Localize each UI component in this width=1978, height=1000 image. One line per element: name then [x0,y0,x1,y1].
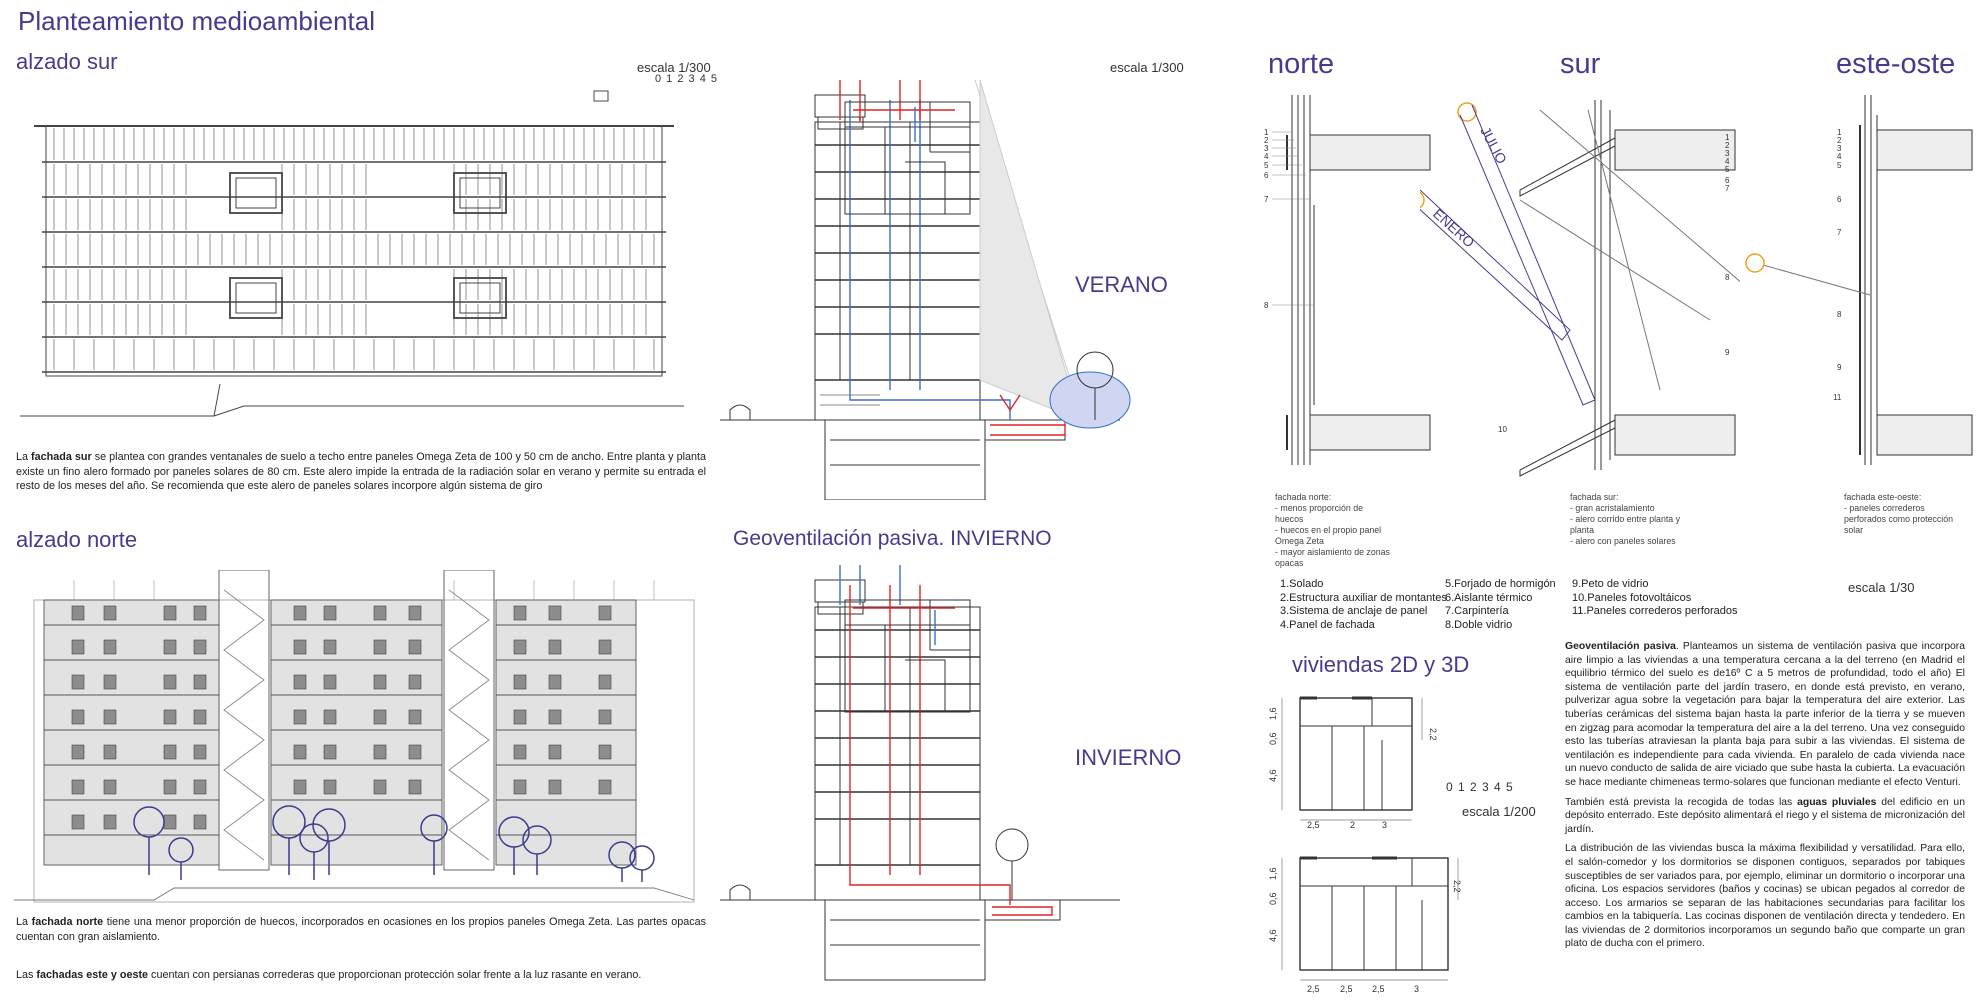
south-elevation-scale-label: escala 1/300 [637,60,711,75]
north-elevation-title: alzado norte [16,527,138,552]
facade-east-west-number: 8 [1837,310,1842,319]
winter-section-drawing [720,555,1190,995]
east-west-facades-description: Las fachadas este y oeste cuentan con persianas correderas que proporcionan protección solar frente a la luz rasante en verano. [16,969,642,981]
facade-south-number: 3 [1725,149,1730,158]
south-elevation-drawing [14,84,714,424]
dwellings-scale-label: escala 1/200 [1462,804,1536,819]
facade-east-west-number: 4 [1837,152,1842,161]
plan-2d-dim: 2,5 [1307,820,1320,830]
facade-south-number: 5 [1725,165,1730,174]
plan-2d-dim: 0,6 [1268,732,1278,745]
facade-north-number: 5 [1264,161,1269,170]
sun-july-icon [1458,103,1476,121]
plan-2d-drawing [1262,690,1442,830]
winter-label: INVIERNO [1075,745,1182,770]
facade-legend-col2: 5.Forjado de hormigón 6.Aislante térmico 7.Carpintería 8.Doble vidrio [1445,578,1556,631]
dwellings-title: viviendas 2D y 3D [1292,652,1470,677]
facade-east-west-title: este-oste [1836,48,1956,80]
facade-north-title: norte [1268,48,1335,80]
facade-north-number: 2 [1264,136,1269,145]
facade-east-west-number: 5 [1837,161,1842,170]
facade-east-west-number: 2 [1837,136,1842,145]
facade-south-number: 9 [1725,348,1730,357]
facade-east-west-caption: fachada este-oeste: - paneles correderos perforados como protección solar [1844,492,1954,535]
facade-south-caption: fachada sur: - gran acristalamiento - alero corrido entre planta y planta - alero con paneles solares [1570,492,1681,546]
facade-south-detail [1420,90,1740,480]
dwellings-scale-ticks: 0 1 2 3 4 5 [1446,780,1514,794]
facade-north-number: 4 [1264,152,1269,161]
plan-2d-dim: 1,6 [1268,707,1278,720]
sun-icon [1746,254,1764,272]
plan-3d-dim: 2,5 [1307,984,1320,994]
plan-2d-dim: 3 [1382,820,1388,830]
rainwater-paragraph: También está prevista la recogida de todas las aguas pluviales del edificio en un depósito enterrado. Este depósito alimentará el riego y el sistema de micronización del jardín. [1565,796,1965,835]
facade-east-west-number: 11 [1833,393,1842,402]
facade-south-number: 4 [1725,157,1730,166]
page-title: Planteamiento medioambiental [18,6,375,36]
facade-north-detail [1262,95,1432,475]
winter-section-title: Geoventilación pasiva. INVIERNO [733,527,1052,550]
geoventilation-paragraph: Geoventilación pasiva. Planteamos un sistema de ventilación pasiva que incorpora aire limpio a las viviendas a una temperatura cercana a la del terreno (en Madrid el equilibrio térmico del suelo es de16º C a 5 metros de profundidad, todo el año) El sistema de ventilación parte del jardín trasero, en donde está previsto, en verano, pulverizar agua sobre la vegetación para bajar la temperatura del aire exterior. Las tuberías cerámicas del sistema bajan hasta la parte inferior de la tierra y se mueven en zigzag para acomodar la temperatura del aire a la del terreno. Una vez conseguido esto las tuberías atraviesan la planta baja para subir a las viviendas. El sistema de ventilación es independiente para cada vivienda. En paralelo de cada vivienda nace un nuevo conducto de salida de aire viciado que sube hasta la cubierta. La evacuación se hace mediante chimeneas termo-solares que funcionan mediante el efecto Venturi. [1565,641,1965,788]
facade-east-west-number: 7 [1837,228,1842,237]
facade-east-west-number: 6 [1837,195,1842,204]
facade-south-number: 6 [1725,176,1730,185]
facade-south-number: 1 [1725,133,1730,142]
plan-3d-dim: 2,5 [1340,984,1353,994]
plan-2d-dim: 2,2 [1428,728,1438,741]
distribution-paragraph: La distribución de las viviendas busca la máxima flexibilidad y versatilidad. Para ello, el salón-comedor y los dormitorios se disponen contiguos, separados por tabiques susceptibles de ser variados para, por ejemplo, eliminar un dormitorio o incorporar una oficina. Los espacios servidores (baños y cocinas) se ubican pegados al corredor de acceso. Los armarios se separan de las habitaciones secundarias para facilitar los cambios en la tabiquería. Las cocinas disponen de ventilación directa y tendedero. En las viviendas de 2 dormitorios incorporamos un segundo baño que comparte un gran plato de ducha con el primero. [1565,843,1965,950]
plan-2d-dim: 4,6 [1268,769,1278,782]
summer-section-drawing [720,80,1190,500]
facade-south-number: 7 [1725,184,1730,193]
facade-north-number: 8 [1264,301,1269,310]
facade-north-number: 7 [1264,195,1269,204]
facade-south-title: sur [1560,48,1601,80]
north-elevation-description: La fachada norte tiene una menor proporción de huecos, incorporados en ocasiones en los propios paneles Omega Zeta. Las partes opacas cuentan con gran aislamiento. [16,916,707,943]
south-elevation-description: La fachada sur se plantea con grandes ventanales de suelo a techo entre paneles Omega Zeta de 100 y 50 cm de ancho. Entre planta y planta existe un fino alero formado por paneles solares de 80 cm. Este alero impide la entrada de la radiación solar en verano y permite su entrada el resto de los meses del año. Se recomienda que este alero de paneles solares incorpore algún sistema de giro [16,451,707,492]
facade-detail-scale-label: escala 1/30 [1848,580,1915,595]
facade-north-caption: fachada norte: - menos proporción de huecos - huecos en el propio panel Omega Zeta - mayor aislamiento de zonas opacas [1275,492,1390,568]
facade-legend-col3: 9.Peto de vidrio 10.Paneles fotovoltáicos 11.Paneles correderos perforados [1572,578,1738,617]
plan-3d-dim: 1,6 [1268,867,1278,880]
facade-east-west-detail [1745,95,1975,475]
facade-legend-col1: 1.Solado 2.Estructura auxiliar de montantes 3.Sistema de anclaje de panel 4.Panel de fachada [1280,578,1447,631]
sun-label-july: JULIO [1477,123,1511,167]
section-scale-label: escala 1/300 [1110,60,1184,75]
plan-3d-dim: 0,6 [1268,892,1278,905]
facade-south-number: 2 [1725,141,1730,150]
plan-3d-dim: 4,6 [1268,929,1278,942]
facade-east-west-number: 9 [1837,363,1842,372]
north-elevation-drawing [14,570,714,910]
facade-north-number: 1 [1264,128,1269,137]
plan-3d-drawing [1262,850,1462,995]
summer-label: VERANO [1075,272,1168,297]
facade-east-west-number: 1 [1837,128,1842,137]
south-elevation-scale-ticks: 0 1 2 3 4 5 [655,73,718,85]
plan-3d-dim: 3 [1414,984,1420,994]
geoventilation-text [1565,640,1965,951]
plan-3d-dim: 2,2 [1452,880,1462,893]
sun-label-january: ENERO [1429,205,1478,251]
facade-north-number: 6 [1264,171,1269,180]
facade-north-number: 3 [1264,144,1269,153]
facade-south-number: 8 [1725,273,1730,282]
plan-3d-dim: 2,5 [1372,984,1385,994]
facade-east-west-number: 3 [1837,144,1842,153]
plan-2d-dim: 2 [1350,820,1356,830]
facade-south-number: 10 [1498,425,1507,434]
sun-icon [1420,103,1476,209]
south-elevation-title: alzado sur [16,49,118,74]
